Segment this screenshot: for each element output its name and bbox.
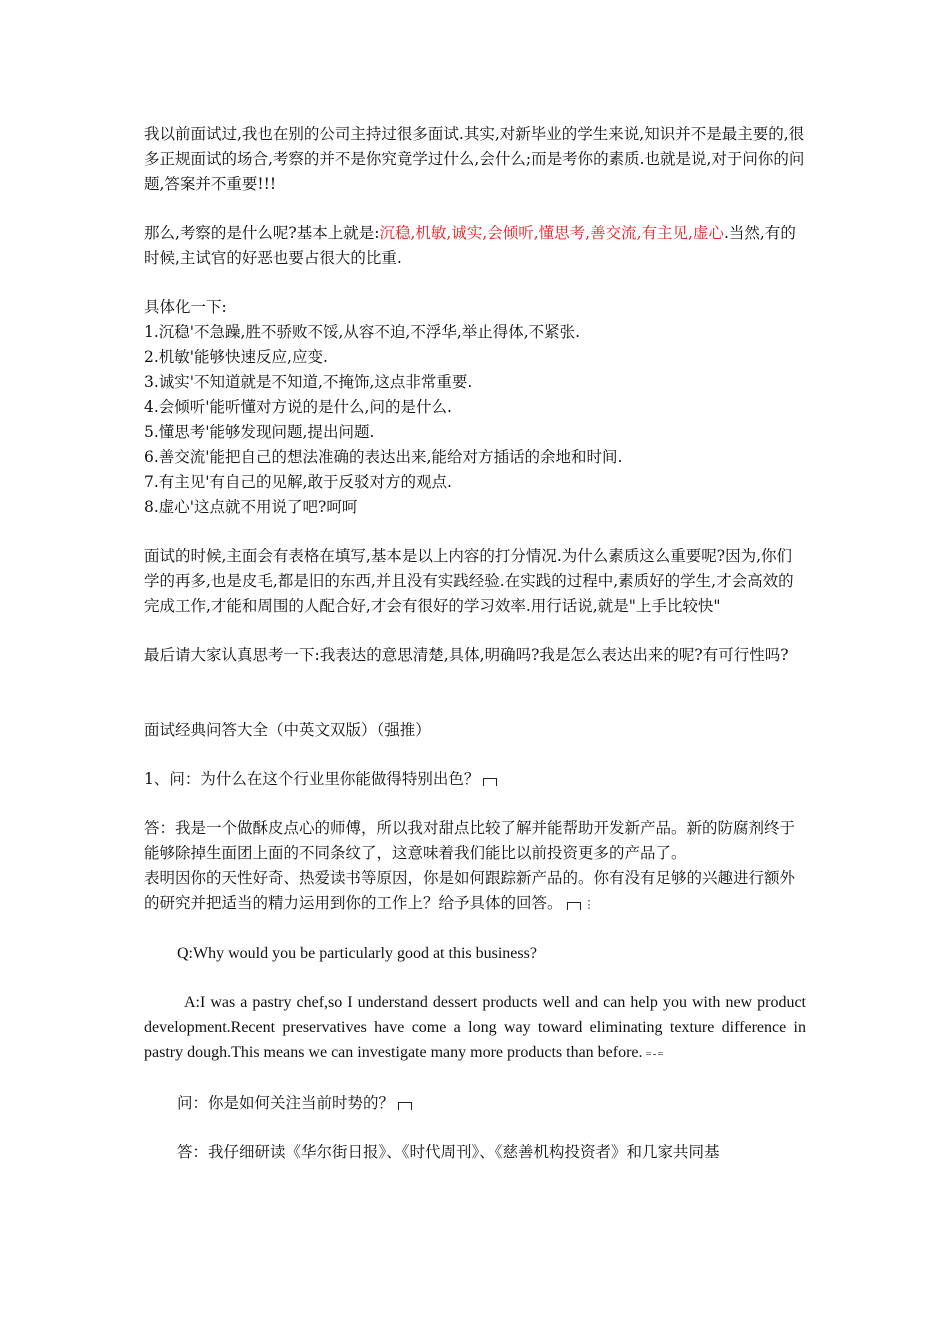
question-1-text: 1、问：为什么在这个行业里你能做得特别出色？	[144, 770, 480, 788]
qualities-highlight: 沉稳,机敏,诚实,会倾听,懂思考,善交流,有主见,虚心	[379, 224, 724, 242]
dashes-mark-icon: =-=	[645, 1048, 665, 1060]
list-item: 4.会倾听'能听懂对方说的是什么,问的是什么.	[144, 398, 452, 416]
closing-paragraph: 最后请大家认真思考一下:我表达的意思清楚,具体,明确吗?我是怎么表达出来的呢?有可行性吗?	[144, 646, 789, 664]
list-item: 2.机敏'能够快速反应,应变.	[144, 348, 328, 366]
bracket-mark-icon	[398, 1102, 412, 1110]
list-item: 3.诚实'不知道就是不知道,不掩饰,这点非常重要.	[144, 373, 473, 391]
list-item: 6.善交流'能把自己的想法准确的表达出来,能给对方插话的余地和时间.	[144, 448, 623, 466]
question-1-english: Q:Why would you be particularly good at this business?	[177, 945, 537, 962]
answer-1-note	[144, 866, 806, 917]
bracket-mark-icon	[483, 778, 497, 786]
question-2-text: 问：你是如何关注当前时势的？	[177, 1094, 395, 1112]
answer-1-english-text: A:I was a pastry chef,so I understand dessert products well and can help you with new product development.Recent preservatives have come a long way toward eliminating texture difference in pastry dough.This means we can investigate many more products than before.	[144, 994, 806, 1061]
qualities-lead: 那么,考察的是什么呢?基本上就是:	[144, 224, 380, 242]
list-item: 8.虚心'这点就不用说了吧?呵呵	[144, 498, 358, 516]
answer-1-english	[144, 990, 806, 1067]
interview-form-paragraph: 面试的时候,主面会有表格在填写,基本是以上内容的打分情况.为什么素质这么重要呢?因为,你们学的再多,也是皮毛,都是旧的东西,并且没有实践经验.在实践的过程中,素质好的学生,才会高效的完成工作,才能和周围的人配合好,才会有很好的学习效率.用行话说,就是"上手比较快"	[144, 547, 794, 615]
qualities-tail: .当然,有的时候,主试官的好恶也要占很大的比重.	[144, 224, 796, 267]
answer-1-note-text: 表明因你的天性好奇、热爱读书等原因，你是如何跟踪新产品的。你有没有足够的兴趣进行额外的研究并把适当的精力运用到你的工作上？给予具体的回答。	[144, 869, 796, 912]
bracket-mark-icon	[567, 902, 581, 910]
list-item: 1.沉稳'不急躁,胜不骄败不馁,从容不迫,不浮华,举止得体,不紧张.	[144, 323, 581, 341]
qualities-paragraph	[144, 221, 806, 271]
qa-section-title: 面试经典问答大全（中英文双版）（强推）	[144, 721, 431, 739]
question-2	[144, 1091, 806, 1116]
dots-mark-icon: ⋮	[583, 898, 596, 911]
answer-1: 答：我是一个做酥皮点心的师傅，所以我对甜点比较了解并能帮助开发新产品。新的防腐剂终于能够除掉生面团上面的不同条纹了，这意味着我们能比以前投资更多的产品了。	[144, 819, 796, 862]
list-item: 5.懂思考'能够发现问题,提出问题.	[144, 423, 375, 441]
document-page	[144, 122, 806, 1165]
list-item: 7.有主见'有自己的见解,敢于反驳对方的观点.	[144, 473, 452, 491]
answer-2: 答：我仔细研读《华尔街日报》、《时代周刊》、《慈善机构投资者》和几家共同基	[177, 1143, 720, 1161]
question-1	[144, 767, 806, 792]
details-intro: 具体化一下:	[144, 298, 227, 316]
intro-paragraph: 我以前面试过,我也在别的公司主持过很多面试.其实,对新毕业的学生来说,知识并不是最主要的,很多正规面试的场合,考察的并不是你究竟学过什么,会什么;而是考你的素质.也就是说,对于问你的问题,答案并不重要!!!	[144, 125, 805, 193]
